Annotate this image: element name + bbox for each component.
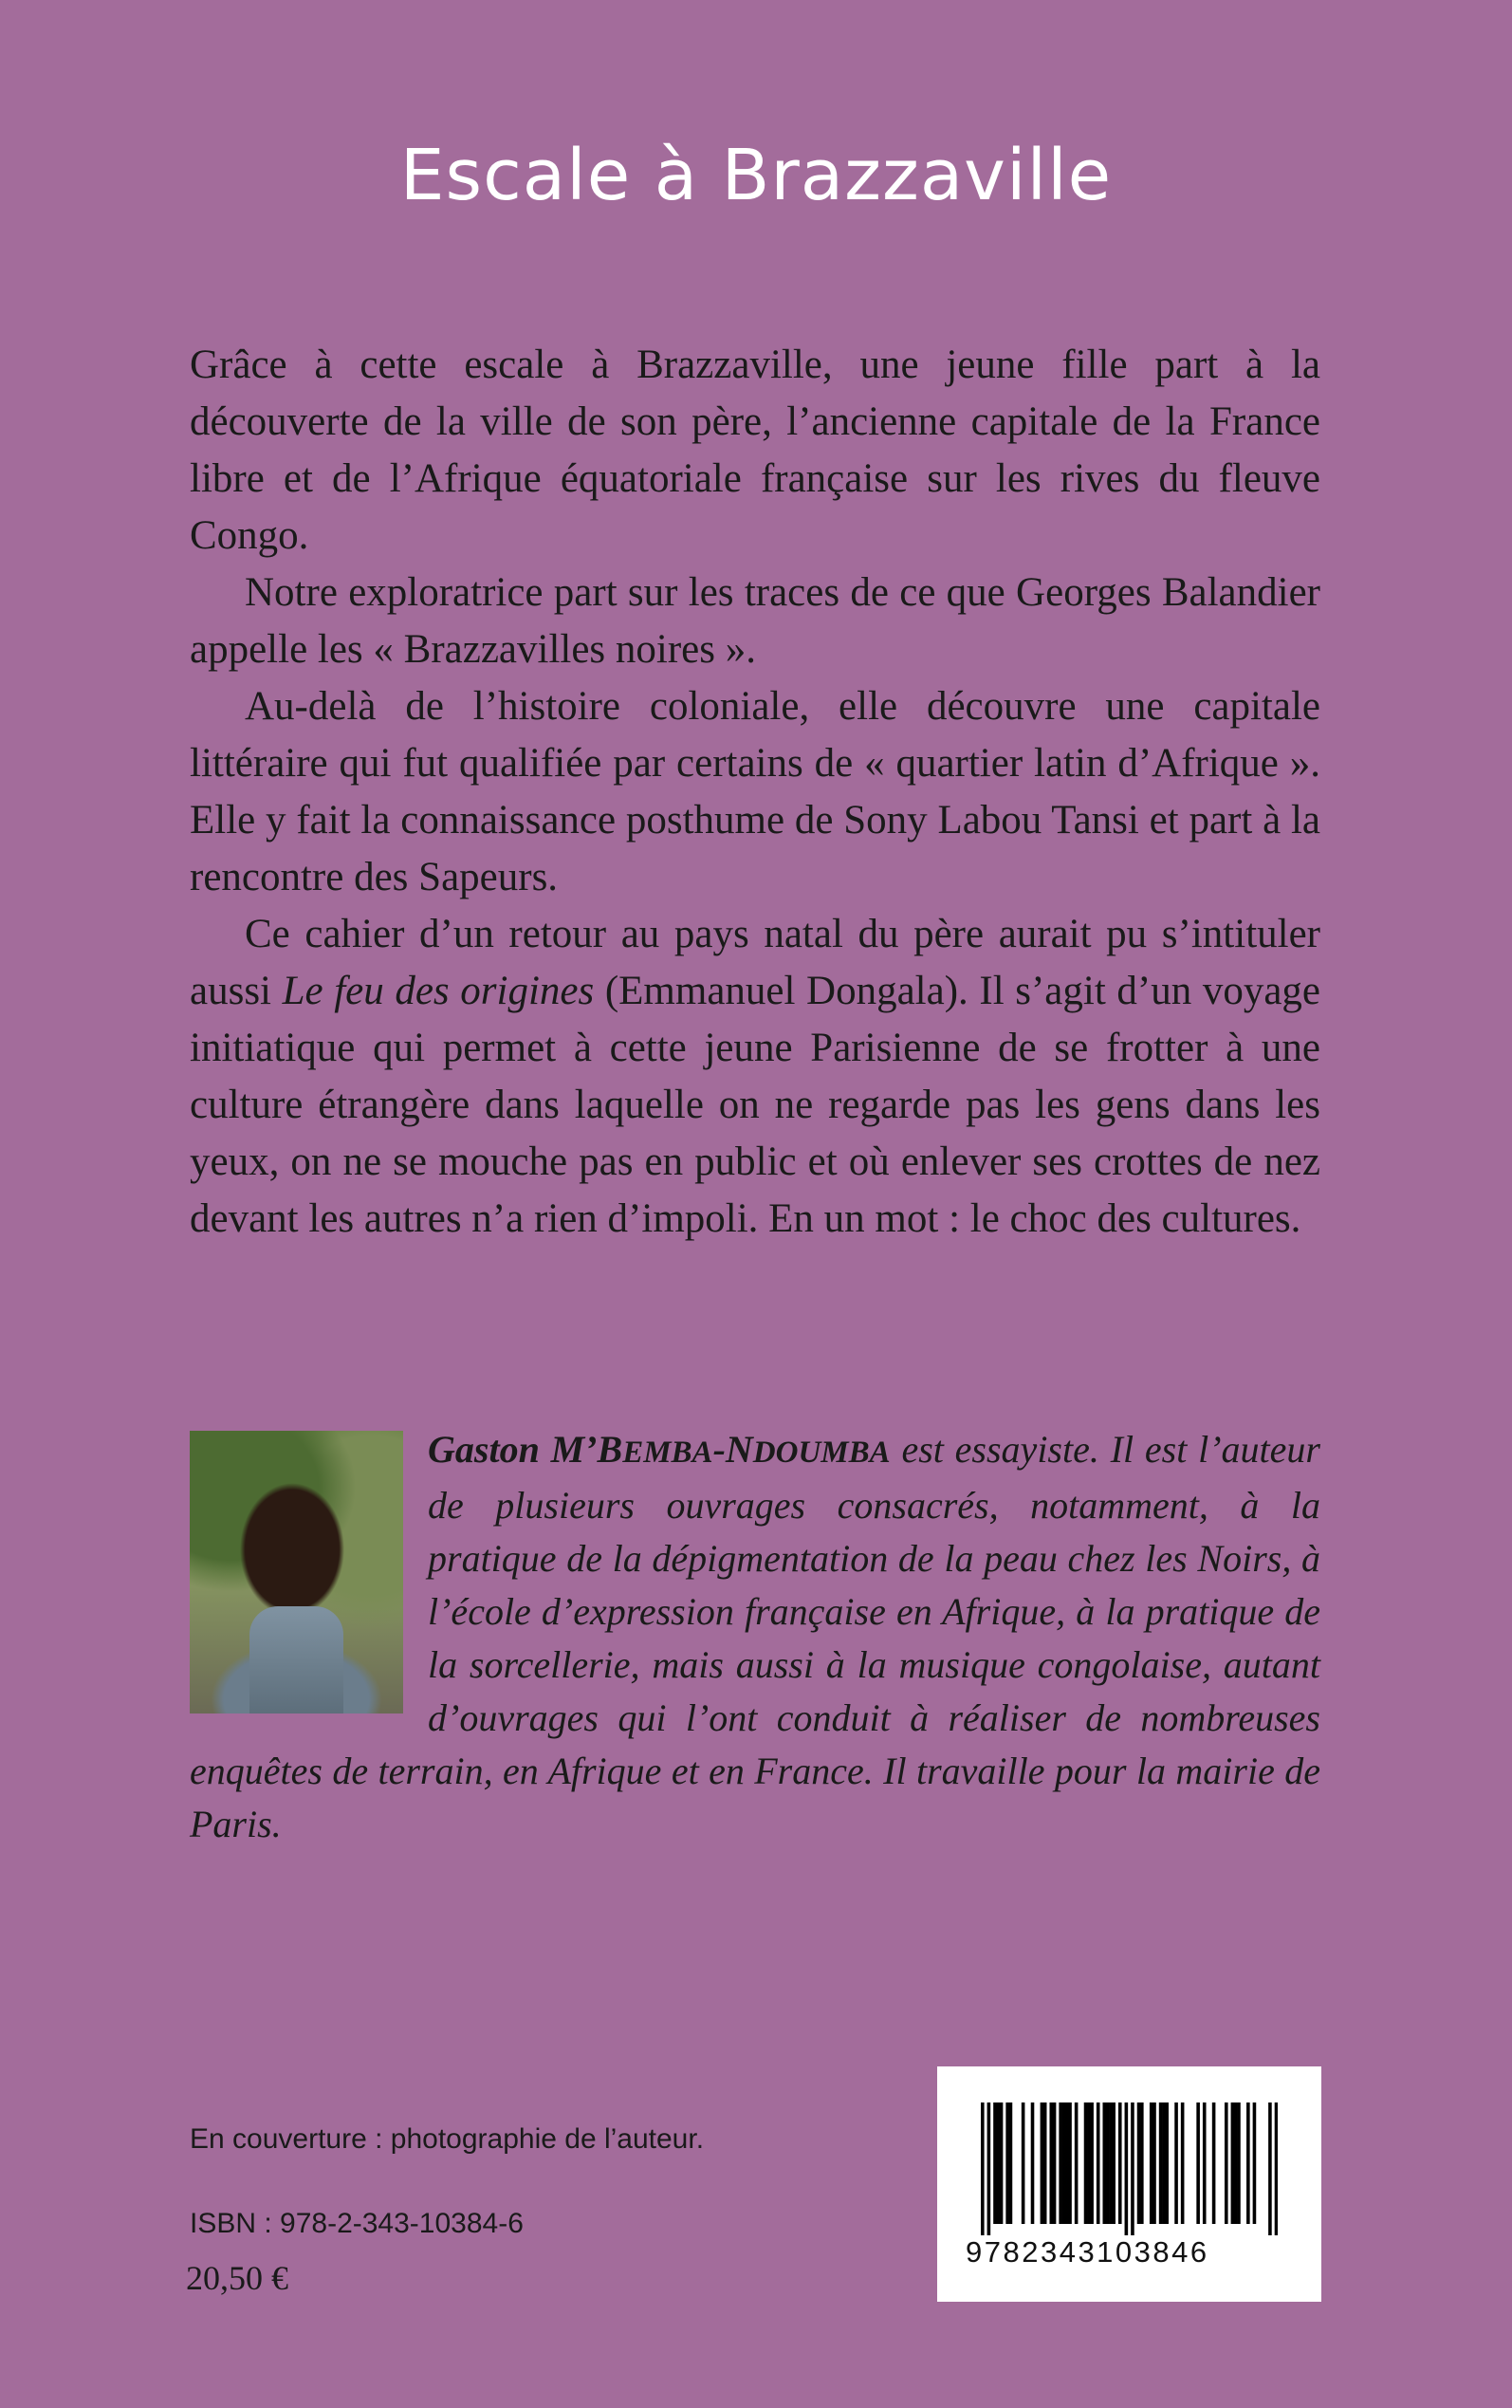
barcode-bar — [1203, 2102, 1207, 2224]
book-title: Escale à Brazzaville — [399, 135, 1113, 216]
barcode-bar — [1225, 2102, 1228, 2224]
barcode-bar — [1118, 2102, 1122, 2224]
barcode-bar — [987, 2102, 991, 2235]
blurb-paragraph-1: Grâce à cette escale à Brazzaville, une jeune fille part à la découverte de la ville de son père, l’ancienne capitale de la France libre et de l’Afrique équatoriale française sur les rives du fleuve Congo. — [190, 343, 1320, 558]
barcode-bar — [1212, 2102, 1216, 2224]
barcode-bar — [1231, 2102, 1235, 2224]
barcode-bar — [1084, 2102, 1088, 2224]
barcode-bar — [1043, 2102, 1047, 2224]
barcode — [937, 2066, 1321, 2302]
barcode-bar — [1031, 2102, 1035, 2224]
barcode-bar — [1005, 2102, 1009, 2224]
barcode-bar — [1106, 2102, 1110, 2224]
barcode-bar — [1009, 2102, 1013, 2224]
back-cover-blurb — [190, 337, 1320, 1248]
barcode-bar — [1022, 2102, 1025, 2224]
barcode-bar — [1196, 2102, 1200, 2224]
author-bio-section — [190, 1423, 1320, 1851]
barcode-bar — [1053, 2102, 1057, 2224]
barcode-bar — [1268, 2102, 1272, 2235]
author-bio-text: est essayiste. Il est l’auteur de plusieurs ouvrages consacrés, notamment, à la pratique de la dépigmentation de la peau chez les Noirs, à l’école d’expression française en Afrique, à la pratique de la sorcellerie, mais aussi à la musique congolaise, autant d’ouvrages qui l’ont conduit à réaliser de nombreuses enquêtes de terrain, en Afrique et en France. Il travaille pour la mairie de Paris. — [190, 1428, 1320, 1845]
barcode-bar — [1090, 2102, 1094, 2224]
barcode-bar — [1165, 2102, 1169, 2224]
barcode-bar — [1068, 2102, 1072, 2224]
barcode-bar — [1181, 2102, 1185, 2224]
barcode-bar — [993, 2102, 997, 2224]
barcode-bar — [1159, 2102, 1163, 2224]
barcode-bar — [996, 2102, 1000, 2224]
author-name — [428, 1428, 891, 1471]
blurb-p4-text-before: Ce cahier d’un retour au pays natal du père aurait pu s’intituler aussi — [190, 912, 1320, 1013]
barcode-digits: 9782343103846 — [966, 2235, 1209, 2269]
isbn-label: ISBN : 978-2-343-10384-6 — [190, 2208, 524, 2239]
barcode-bar — [1065, 2102, 1069, 2224]
barcode-bar — [1137, 2102, 1141, 2224]
barcode-bar — [1059, 2102, 1062, 2224]
author-photo — [190, 1431, 403, 1713]
barcode-bar — [1234, 2102, 1238, 2224]
blurb-p4-text-after: (Emmanuel Dongala). Il s’agit d’un voyage initiatique qui permet à cette jeune Parisienne de se frotter à une culture étrangère dans laquelle on ne regarde pas les gens dans les yeux, on ne se mouche pas en public et où enlever ses crottes de nez devant les autres n’a rien d’impoli. En un mot : le choc des cultures. — [190, 969, 1320, 1241]
barcode-bar — [1131, 2102, 1134, 2235]
blurb-paragraph-3: Au-delà de l’histoire coloniale, elle découvre une capitale littéraire qui fut qualifiée par certains de « quartier latin d’Afrique ». Elle y fait la connaissance posthume de Sony Labou Tansi et part à la rencontre des Sapeurs. — [190, 684, 1320, 899]
author-name-part-2: -N — [712, 1428, 753, 1471]
barcode-bar — [1152, 2102, 1156, 2224]
barcode-bar — [1162, 2102, 1166, 2224]
barcode-bar — [1075, 2102, 1079, 2224]
barcode-bar — [1140, 2102, 1144, 2224]
barcode-bars — [981, 2102, 1278, 2235]
barcode-bar — [1041, 2102, 1044, 2224]
blurb-paragraph-4 — [190, 906, 1320, 1248]
barcode-bar — [1275, 2102, 1278, 2235]
barcode-bar — [1174, 2102, 1178, 2224]
cover-photo-credit: En couverture : photographie de l’auteur. — [190, 2123, 705, 2155]
author-name-part-1: Gaston M’B — [428, 1428, 623, 1471]
barcode-bar — [1150, 2102, 1153, 2224]
barcode-bar — [1237, 2102, 1241, 2224]
barcode-bar — [1097, 2102, 1100, 2224]
author-name-smallcaps-1: EMBA — [622, 1436, 713, 1470]
barcode-bar — [1112, 2102, 1116, 2224]
price-label: 20,50 € — [186, 2259, 288, 2297]
barcode-bar — [1246, 2102, 1250, 2224]
barcode-bar — [1109, 2102, 1113, 2224]
author-name-smallcaps-2: DOUMBA — [752, 1436, 891, 1470]
barcode-bar — [1000, 2102, 1004, 2224]
barcode-bar — [1062, 2102, 1066, 2224]
barcode-bar — [1125, 2102, 1129, 2235]
barcode-bar — [981, 2102, 985, 2235]
barcode-bar — [1102, 2102, 1106, 2224]
barcode-bar — [1253, 2102, 1257, 2224]
blurb-paragraph-2: Notre exploratrice part sur les traces de ce que Georges Balandier appelle les « Brazzavilles noires ». — [190, 570, 1320, 672]
book-reference-title: Le feu des origines — [282, 969, 595, 1013]
barcode-bar — [1049, 2102, 1053, 2224]
barcode-bar — [1087, 2102, 1091, 2224]
